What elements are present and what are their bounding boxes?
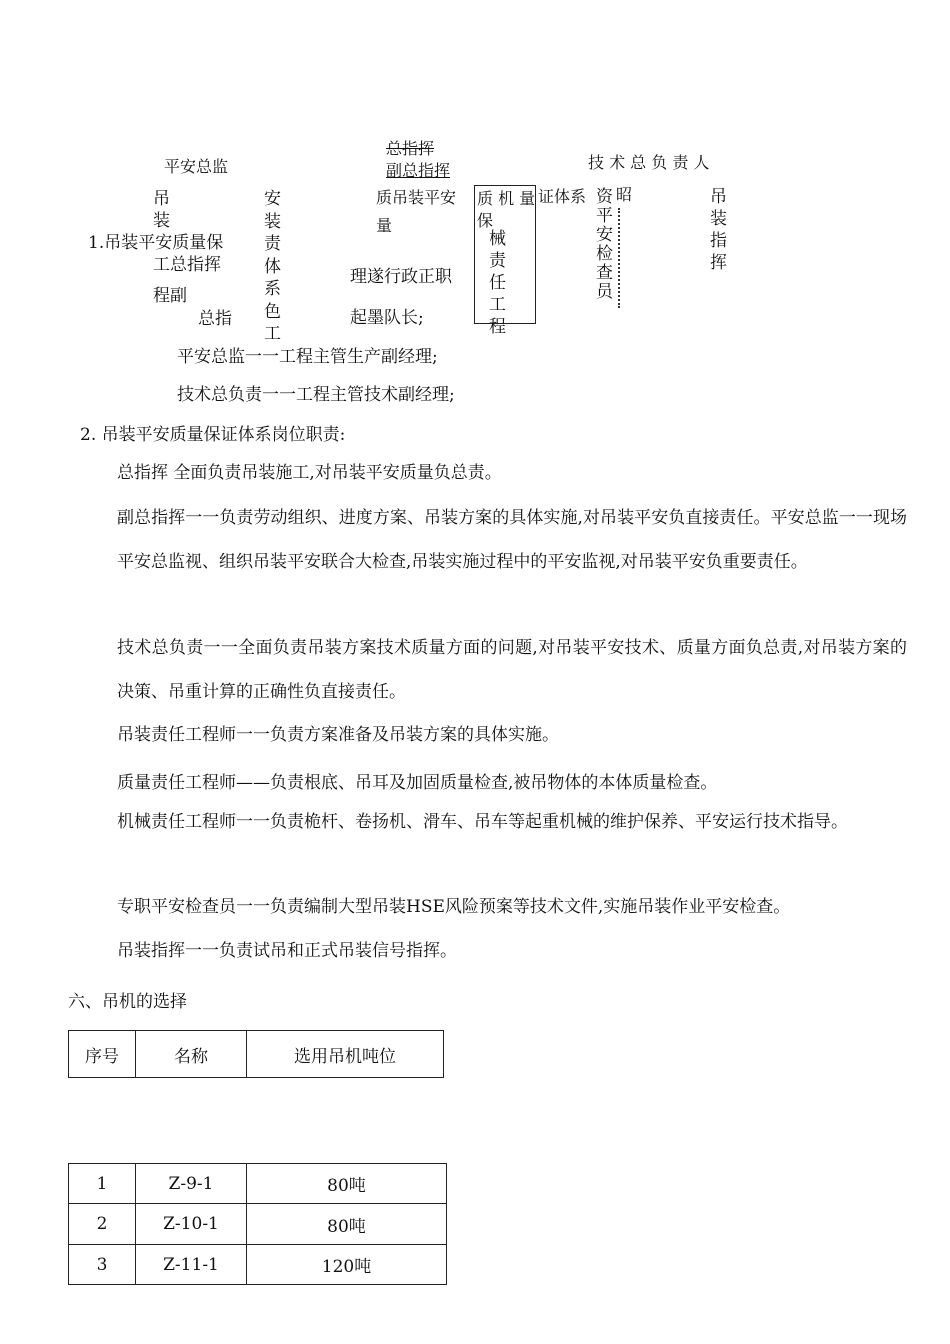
cell-name: Z-9-1	[136, 1164, 247, 1204]
org-deputy-commander: 副总指挥	[386, 161, 451, 180]
org-col-lifting: 吊装	[153, 189, 170, 231]
cell-tonnage: 80吨	[247, 1164, 447, 1204]
cell-name: Z-10-1	[136, 1204, 247, 1245]
org-crane-signal: 吊装指挥	[710, 187, 727, 273]
org-title-line2: 工总指挥	[153, 255, 221, 275]
duty-lift-engineer: 吊装责任工程师一一负责方案准备及吊装方案的具体实施。	[117, 725, 559, 745]
duty-signal: 吊装指挥一一负责试吊和正式吊装信号指挥。	[117, 941, 457, 961]
org-col-install: 安装责体系色工	[264, 189, 281, 344]
crane-table-header	[68, 1030, 444, 1078]
org-cert-system: 证体系	[538, 187, 587, 206]
org-box-top: 质 机 量	[477, 189, 536, 208]
role-line-2: 技术总负责一一工程主管技术副经理;	[177, 385, 455, 405]
table-row	[69, 1204, 447, 1245]
org-admin: 理遂行政正职	[350, 267, 452, 287]
col-header-name: 名称	[136, 1031, 247, 1078]
org-tech-chief: 技 术 总 负 责 人	[588, 153, 710, 172]
cell-tonnage: 80吨	[247, 1204, 447, 1245]
duty-deputy: 副总指挥一一负责劳动组织、进度方案、吊装方案的具体实施,对吊装平安负直接责任。平安总监一一现场平安总监视、组织吊装平安联合大检查,吊装实施过程中的平安监视,对吊装平安负重要责任。	[117, 508, 907, 572]
org-team-leader: 起墨队长;	[350, 308, 424, 328]
col-header-index: 序号	[69, 1031, 136, 1078]
role-line-1: 平安总监一一工程主管生产副经理;	[177, 347, 438, 367]
duty-commander: 总指挥 全面负责吊装施工,对吊装平安质量负总责。	[117, 463, 502, 483]
duty-mech-engineer: 机械责任工程师一一负责桅杆、卷扬机、滑车、吊车等起重机械的维护保养、平安运行技术指导。	[117, 812, 848, 832]
org-quality-label: 质吊装平安	[376, 188, 457, 207]
cell-name: Z-11-1	[136, 1245, 247, 1285]
crane-table-body	[68, 1163, 447, 1285]
table-row	[69, 1164, 447, 1204]
org-box-left: 保	[477, 211, 494, 230]
cell-index: 1	[69, 1164, 136, 1204]
duty-tech: 技术总负责一一全面负责吊装方案技术质量方面的问题,对吊装平安技术、质量方面负总责,对吊装方案的决策、吊重计算的正确性负直接责任。	[117, 638, 907, 702]
org-title-line4: 总指	[198, 309, 232, 329]
org-inspector: 资平安检查员	[596, 187, 613, 302]
org-box-vertical: 械责任工程	[489, 229, 506, 337]
duty-quality-engineer: 质量责任工程师——负责根底、吊耳及加固质量检查,被吊物体的本体质量检查。	[117, 773, 718, 793]
section6-heading: 六、吊机的选择	[68, 992, 187, 1012]
org-box	[474, 185, 536, 337]
org-title-line1: 1.吊装平安质量保	[88, 233, 224, 253]
duty-safety-inspector: 专职平安检查员一一负责编制大型吊装HSE风险预案等技术文件,实施吊装作业平安检查。	[117, 897, 791, 917]
org-zhao: 昭	[616, 185, 633, 204]
org-safety-chief: 平安总监	[164, 157, 229, 176]
cell-tonnage: 120吨	[247, 1245, 447, 1285]
section2-heading: 2. 吊装平安质量保证体系岗位职责:	[80, 425, 346, 445]
cell-index: 2	[69, 1204, 136, 1245]
org-dotted-line	[618, 208, 620, 308]
org-quality-label2: 量	[376, 216, 393, 235]
org-commander: 总指挥	[386, 139, 435, 158]
cell-index: 3	[69, 1245, 136, 1285]
table-row	[69, 1245, 447, 1285]
col-header-tonnage: 选用吊机吨位	[247, 1031, 444, 1078]
org-title-line3: 程副	[153, 286, 187, 306]
